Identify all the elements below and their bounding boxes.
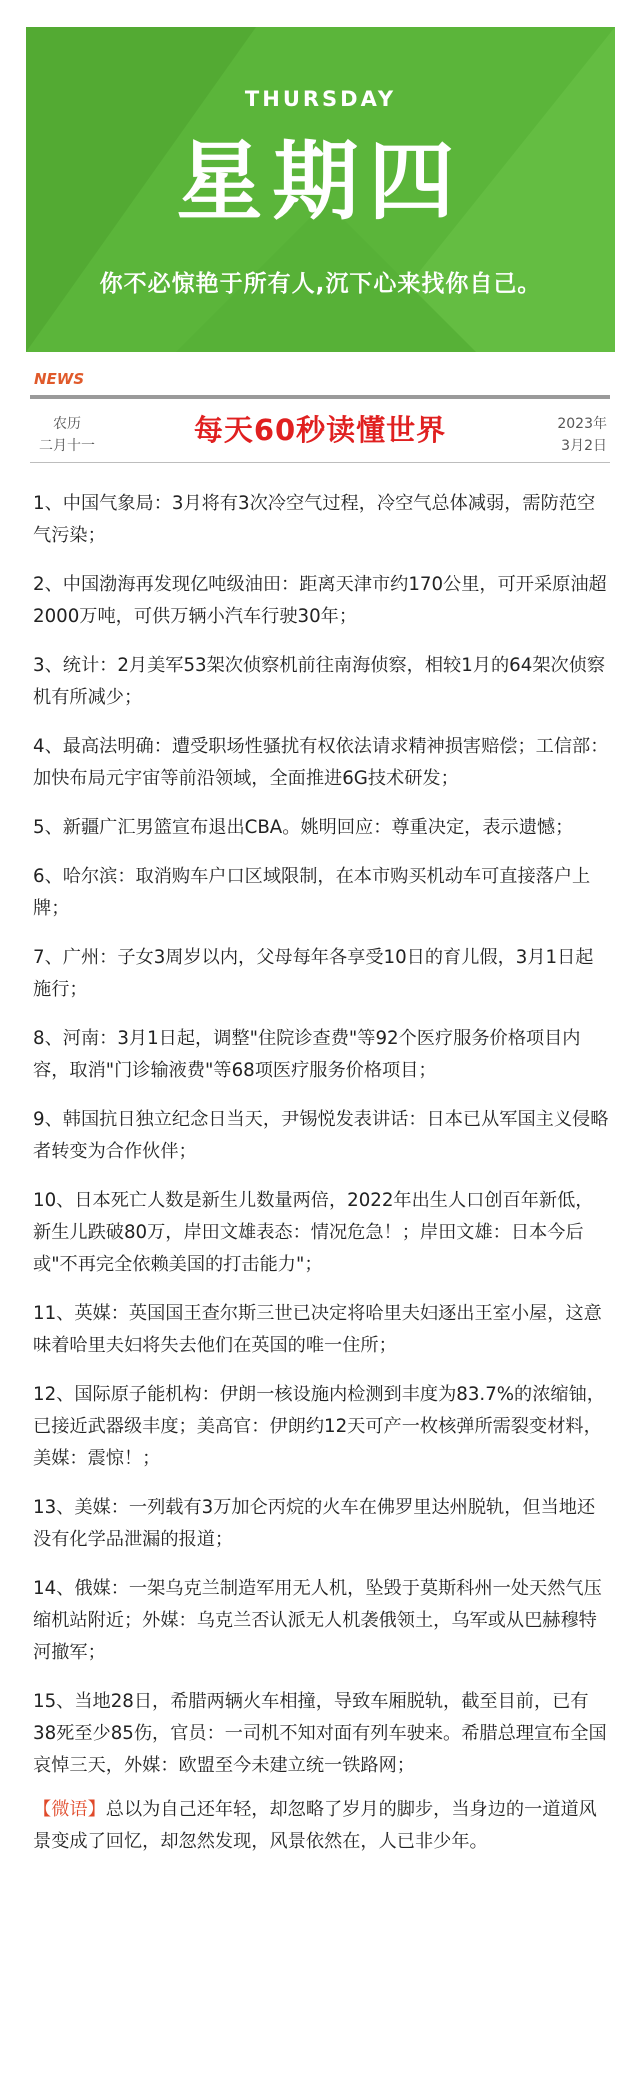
news-item: 12、国际原子能机构：伊朗一核设施内检测到丰度为83.7%的浓缩铀，已接近武器级丰度；美高官：伊朗约12天可产一枚核弹所需裂变材料，美媒：震惊！； <box>33 1384 605 1469</box>
date-day: 3月2日 <box>561 438 607 454</box>
news-item: 4、最高法明确：遭受职场性骚扰有权依法请求精神损害赔偿；工信部：加快布局元宇宙等前沿领域，全面推进6G技术研发； <box>33 736 609 789</box>
weekday-banner <box>26 27 615 352</box>
date-block <box>535 413 607 457</box>
lunar-date-block <box>32 413 102 457</box>
header-divider <box>30 395 610 399</box>
news-item: 5、新疆广汇男篮宣布退出CBA。姚明回应：尊重决定，表示遗憾； <box>33 817 574 838</box>
news-item: 8、河南：3月1日起，调整"住院诊查费"等92个医疗服务价格项目内容，取消"门诊输液费"等68项医疗服务价格项目； <box>33 1028 581 1081</box>
news-item: 2、中国渤海再发现亿吨级油田：距离天津市约170公里，可开采原油超2000万吨，可供万辆小汽车行驶30年； <box>33 574 607 627</box>
news-item: 14、俄媒：一架乌克兰制造军用无人机，坠毁于莫斯科州一处天然气压缩机站附近；外媒：乌克兰否认派无人机袭俄领土，乌军或从巴赫穆特河撤军； <box>33 1578 602 1663</box>
news-list <box>33 488 611 1858</box>
news-item: 9、韩国抗日独立纪念日当天，尹锡悦发表讲话：日本已从军国主义侵略者转变为合作伙伴； <box>33 1109 609 1162</box>
news-item: 6、哈尔滨：取消购车户口区域限制，在本市购买机动车可直接落户上牌； <box>33 866 591 919</box>
weekday-english: THURSDAY <box>244 87 397 111</box>
quote-text: 总以为自己还年轻，却忽略了岁月的脚步，当身边的一道道风景变成了回忆，却忽然发现，风景依然在，人已非少年。 <box>33 1799 597 1852</box>
date-year: 2023年 <box>557 416 607 432</box>
page-title: 每天60秒读懂世界 <box>193 413 447 447</box>
news-item: 7、广州：子女3周岁以内，父母每年各享受10日的育儿假，3月1日起施行； <box>33 947 594 1000</box>
news-item: 10、日本死亡人数是新生儿数量两倍，2022年出生人口创百年新低，新生儿跌破80万，岸田文雄表态：情况危急！；岸田文雄：日本今后或"不再完全依赖美国的打击能力"； <box>33 1190 594 1275</box>
news-item: 1、中国气象局：3月将有3次冷空气过程，冷空气总体减弱，需防范空气污染； <box>33 493 596 546</box>
news-item: 3、统计：2月美军53架次侦察机前往南海侦察，相较1月的64架次侦察机有所减少； <box>33 655 606 708</box>
news-item: 13、美媒：一列载有3万加仑丙烷的火车在佛罗里达州脱轨，但当地还没有化学品泄漏的报道； <box>33 1497 596 1550</box>
lunar-label: 农历 <box>53 416 81 432</box>
daily-quote <box>33 1794 611 1858</box>
header-bottom-divider <box>30 462 610 463</box>
quote-tag: 【微语】 <box>33 1799 106 1820</box>
banner-motto: 你不必惊艳于所有人,沉下心来找你自己。 <box>99 271 542 297</box>
news-label: NEWS <box>34 370 85 388</box>
lunar-date: 二月十一 <box>39 438 95 454</box>
news-item: 15、当地28日，希腊两辆火车相撞，导致车厢脱轨，截至目前，已有38死至少85伤，官员：一司机不知对面有列车驶来。希腊总理宣布全国哀悼三天，外媒：欧盟至今未建立统一铁路网； <box>33 1691 607 1776</box>
weekday-chinese: 星期四 <box>176 132 465 232</box>
news-item: 11、英媒：英国国王查尔斯三世已决定将哈里夫妇逐出王室小屋，这意味着哈里夫妇将失去他们在英国的唯一住所； <box>33 1303 602 1356</box>
